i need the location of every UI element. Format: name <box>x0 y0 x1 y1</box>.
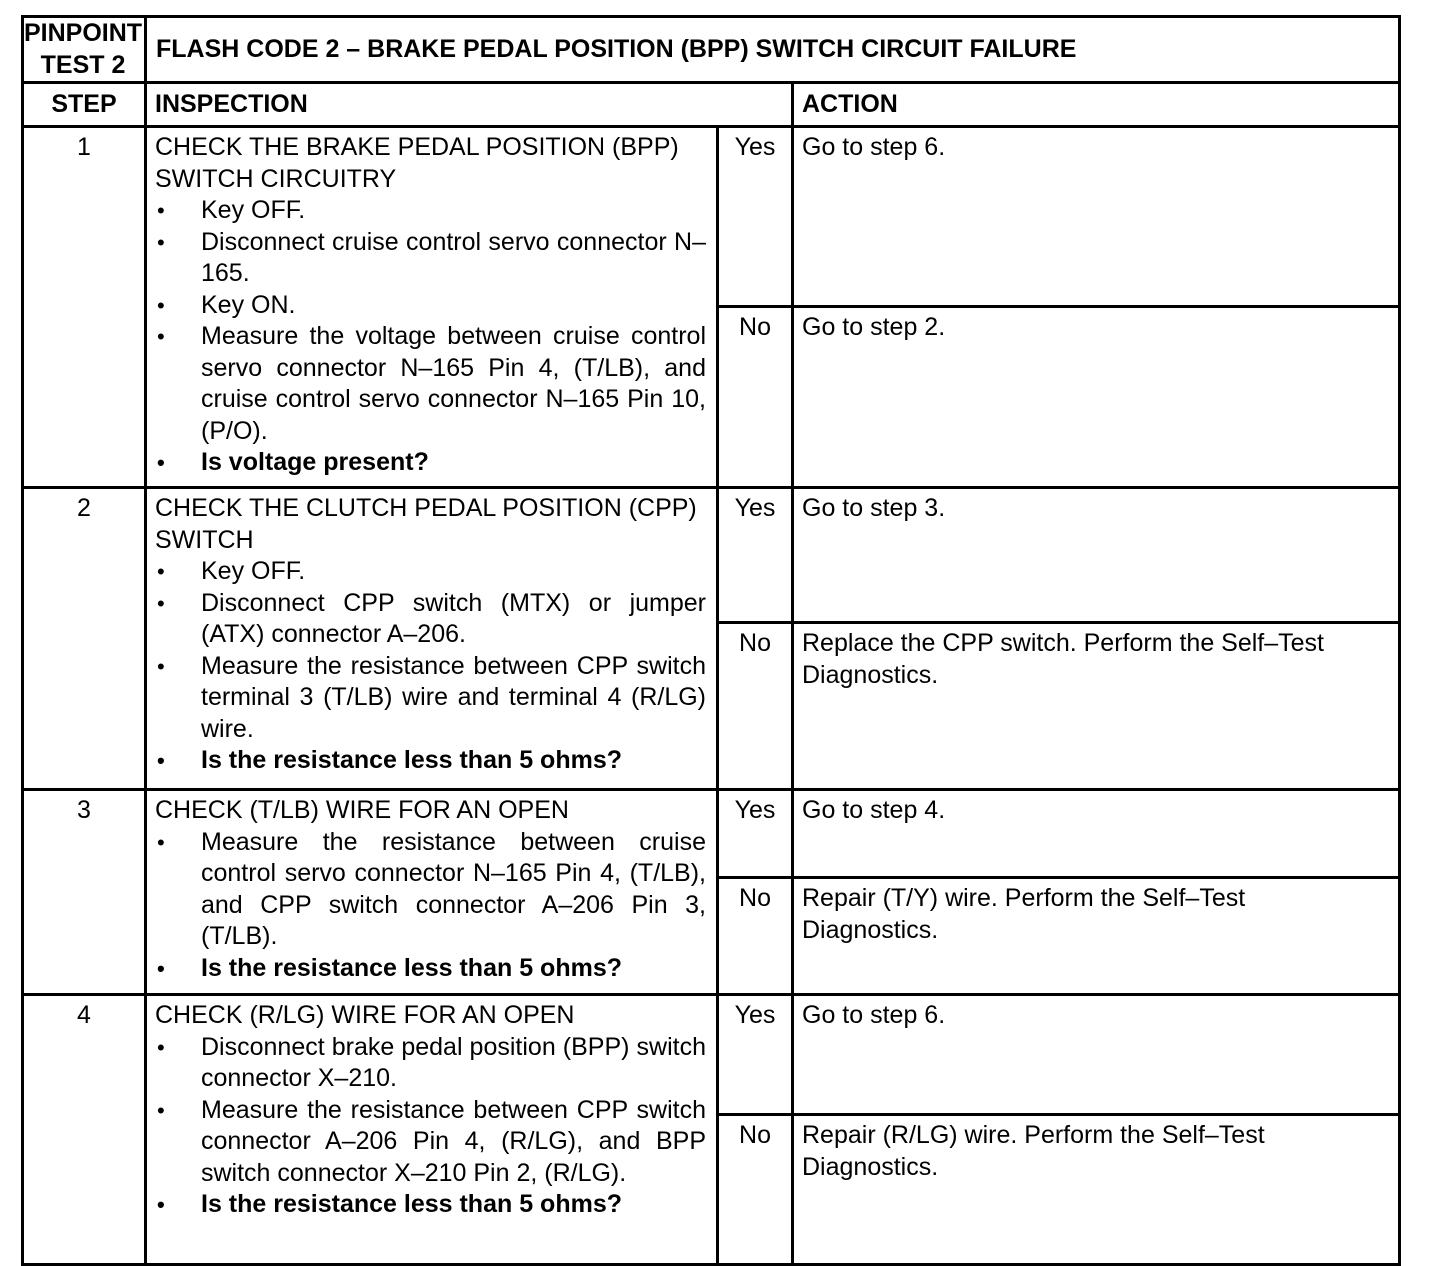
step-number: 3 <box>23 790 146 995</box>
inspection-title: CHECK (T/LB) WIRE FOR AN OPEN <box>155 796 569 824</box>
step-row-yes <box>23 127 1400 307</box>
yes-label: Yes <box>718 127 793 307</box>
step-row-yes <box>23 488 1400 623</box>
inspection-cell <box>146 488 718 790</box>
inspection-title: CHECK (R/LG) WIRE FOR AN OPEN <box>155 1001 575 1029</box>
inspection-bullet-list <box>155 195 706 479</box>
yes-action: Go to step 3. <box>793 488 1400 623</box>
inspection-bullet: • Measure the voltage between cruise control servo connector N–165 Pin 4, (T/LB), and cruise control servo connector N–165 Pin 10, (P/O). <box>155 321 706 447</box>
inspection-bullet: • Disconnect cruise control servo connector N–165. <box>155 227 706 290</box>
pinpoint-test-table <box>21 15 1401 1266</box>
no-action: Replace the CPP switch. Perform the Self–Test Diagnostics. <box>793 623 1400 790</box>
no-action: Repair (T/Y) wire. Perform the Self–Test Diagnostics. <box>793 878 1400 995</box>
step-number: 4 <box>23 995 146 1265</box>
header-row <box>23 83 1400 127</box>
inspection-cell <box>146 995 718 1265</box>
no-action: Repair (R/LG) wire. Perform the Self–Test Diagnostics. <box>793 1115 1400 1265</box>
yes-label: Yes <box>718 790 793 878</box>
test-name: PINPOINT TEST 2 <box>23 17 146 83</box>
inspection-cell <box>146 127 718 488</box>
step-row-yes <box>23 790 1400 878</box>
yes-label: Yes <box>718 488 793 623</box>
action-column-header: ACTION <box>793 83 1400 127</box>
no-label: No <box>718 307 793 488</box>
inspection-title: CHECK THE CLUTCH PEDAL POSITION (CPP) SWITCH <box>155 494 697 554</box>
test-title: FLASH CODE 2 – BRAKE PEDAL POSITION (BPP) SWITCH CIRCUIT FAILURE <box>146 17 1400 83</box>
inspection-bullet-list <box>155 827 706 985</box>
inspection-question: • Is the resistance less than 5 ohms? <box>155 745 706 777</box>
inspection-bullet-list <box>155 556 706 777</box>
inspection-bullet-list <box>155 1032 706 1221</box>
step-column-header: STEP <box>23 83 146 127</box>
title-row <box>23 17 1400 83</box>
inspection-question: • Is voltage present? <box>155 447 706 479</box>
yes-label: Yes <box>718 995 793 1115</box>
yes-action: Go to step 6. <box>793 995 1400 1115</box>
inspection-bullet: • Key OFF. <box>155 195 706 227</box>
yes-action: Go to step 6. <box>793 127 1400 307</box>
pinpoint-test-document <box>21 15 1401 1266</box>
inspection-column-header: INSPECTION <box>146 83 793 127</box>
step-number: 1 <box>23 127 146 488</box>
inspection-cell <box>146 790 718 995</box>
inspection-bullet: • Measure the resistance between CPP switch terminal 3 (T/LB) wire and terminal 4 (R/LG) wire. <box>155 651 706 746</box>
no-label: No <box>718 623 793 790</box>
inspection-question: • Is the resistance less than 5 ohms? <box>155 1189 706 1221</box>
inspection-bullet: • Measure the resistance between CPP switch connector A–206 Pin 4, (R/LG), and BPP switch connector X–210 Pin 2, (R/LG). <box>155 1095 706 1190</box>
step-row-yes <box>23 995 1400 1115</box>
inspection-bullet: • Measure the resistance between cruise control servo connector N–165 Pin 4, (T/LB), and CPP switch connector A–206 Pin 3, (T/LB). <box>155 827 706 953</box>
inspection-bullet: • Disconnect brake pedal position (BPP) switch connector X–210. <box>155 1032 706 1095</box>
step-number: 2 <box>23 488 146 790</box>
inspection-bullet: • Key OFF. <box>155 556 706 588</box>
no-label: No <box>718 878 793 995</box>
no-label: No <box>718 1115 793 1265</box>
inspection-bullet: • Disconnect CPP switch (MTX) or jumper (ATX) connector A–206. <box>155 588 706 651</box>
inspection-title: CHECK THE BRAKE PEDAL POSITION (BPP) SWITCH CIRCUITRY <box>155 133 679 193</box>
inspection-bullet: • Key ON. <box>155 290 706 322</box>
no-action: Go to step 2. <box>793 307 1400 488</box>
inspection-question: • Is the resistance less than 5 ohms? <box>155 953 706 985</box>
yes-action: Go to step 4. <box>793 790 1400 878</box>
